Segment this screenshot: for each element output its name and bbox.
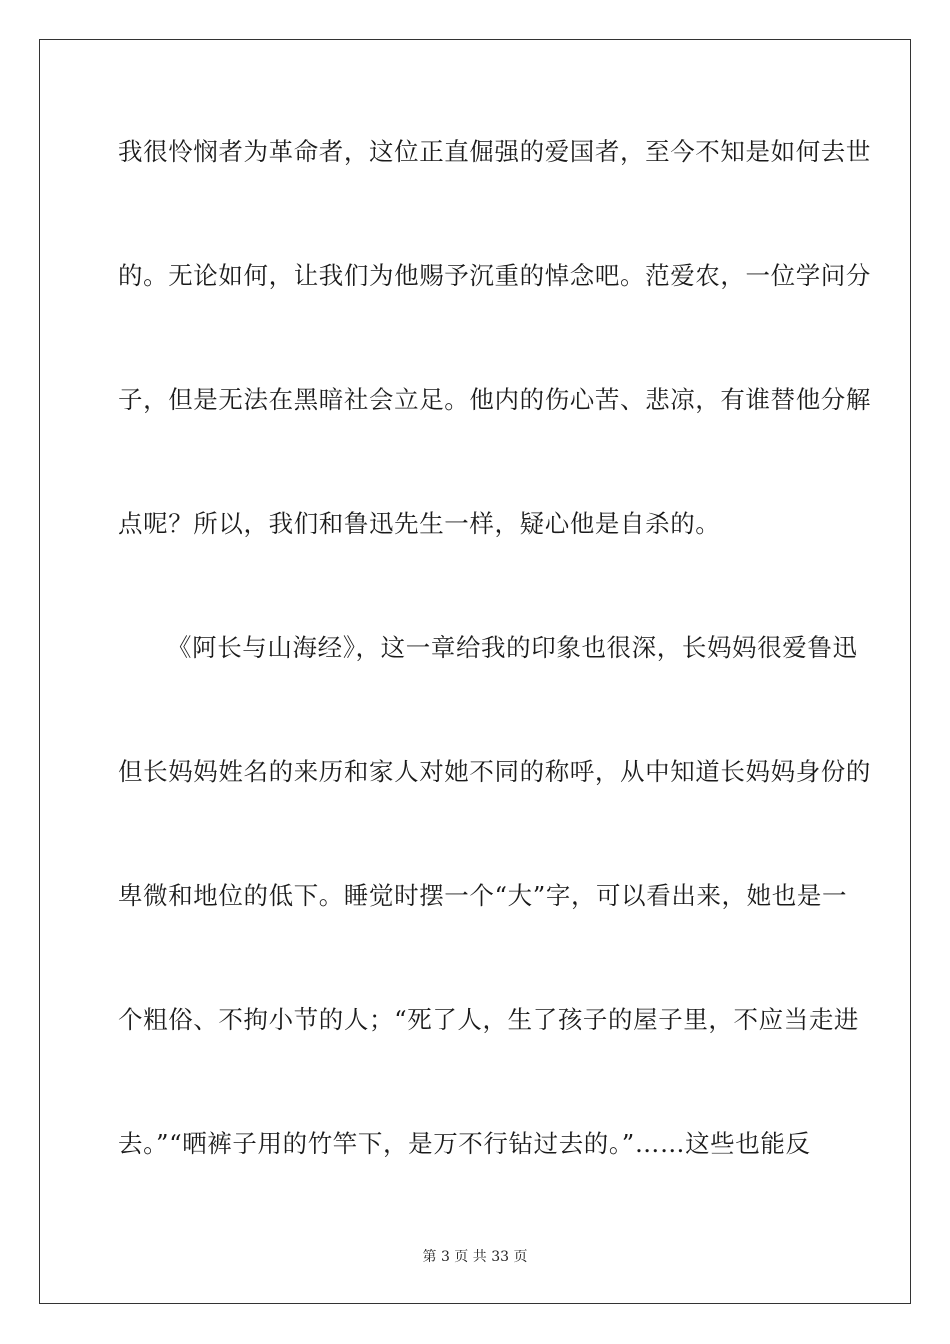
text-line-7: 卑微和地位的低下。睡觉时摆一个“大”字，可以看出来，她也是一	[118, 881, 848, 910]
text-line-1: 我很怜悯者为革命者，这位正直倔强的爱国者，至今不知是如何去世	[118, 137, 871, 166]
page-number: 第 3 页 共 33 页	[422, 1249, 528, 1265]
text-line-5: 《阿长与山海经》，这一章给我的印象也很深，长妈妈很爱鲁迅	[167, 633, 858, 662]
text-line-2: 的。无论如何，让我们为他赐予沉重的悼念吧。范爱农，一位学问分	[118, 261, 871, 290]
text-line-3: 子，但是无法在黑暗社会立足。他内的伤心苦、悲凉，有谁替他分解	[118, 385, 871, 414]
text-line-9: 去。”“晒裤子用的竹竿下，是万不行钻过去的。”……这些也能反	[118, 1129, 811, 1158]
text-line-4: 点呢？所以，我们和鲁迅先生一样，疑心他是自杀的。	[118, 509, 721, 538]
text-line-8: 个粗俗、不拘小节的人；“死了人，生了孩子的屋子里，不应当走进	[118, 1005, 860, 1034]
page-border	[39, 39, 911, 1304]
text-line-6: 但长妈妈姓名的来历和家人对她不同的称呼，从中知道长妈妈身份的	[118, 757, 871, 786]
